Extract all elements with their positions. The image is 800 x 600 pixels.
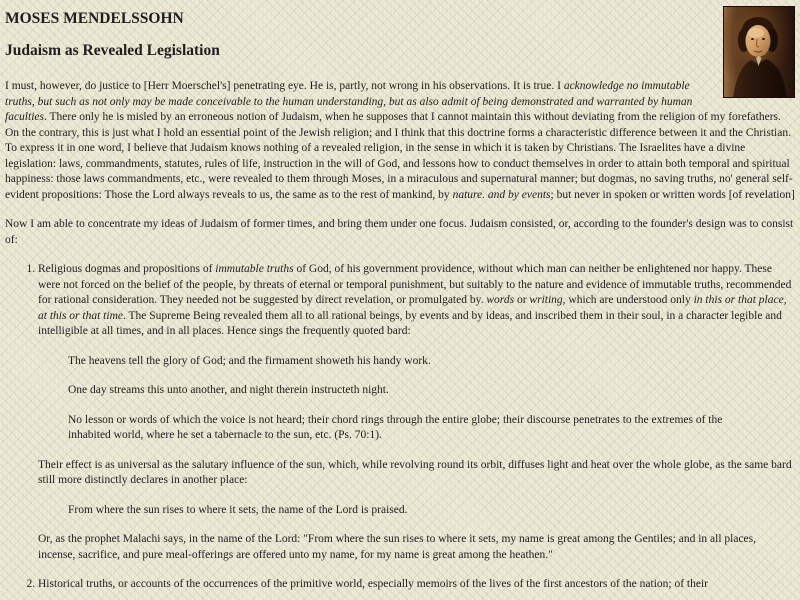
intro-paragraph [5,79,795,203]
psalm-quote-3: No lesson or words of which the voice is not heard; their chord rings through the entire globe; their discourse penetrates to the extremes of the inhabited world, where he set a tabernacle to the sun, etc. (Ps. 70:1). [68,413,723,441]
item1-italic-1: immutable truths [215,263,294,275]
intro-text-3: ; but never in spoken or written words [of revelation] [550,188,795,201]
psalm-quote-2: One day streams this unto another, and night therein instructeth night. [68,384,389,396]
item1-text-5: . The Supreme Being revealed them all to all rational beings, by events and by ideas, and inscribed them in their soul, in a character legible and intelligible at all times, and in all places. Hence sings the frequently quoted bard: [38,309,782,337]
intro-text-2: . There only he is misled by an erroneous notion of Judaism, when he supposes that I cannot maintain this without deviating from the religion of my forefathers. On the contrary, this is just what I hold an essential point of the Jewish religion; and I think that this doctrine forms a characteristic difference between it and the Christian. To express it in one word, I believe that Judaism knows nothing of a revealed religion, in the sense in which it is taken by Christians. The Israelites have a divine legislation: laws, commandments, statutes, rules of life, instruction in the will of God, and lessons how to conduct themselves in order to attain both temporal and spiritual happiness: those laws commandments, etc., were revealed to them through Moses, in a miraculous and supernatural manner; but dogmas, no saving truths, no' general self-evident propositions: Those the Lord always reveals to us, the same as to the rest of mankind, by [5,111,793,201]
item1-italic-2: words [486,294,515,306]
page-title: MOSES MENDELSSOHN [5,10,184,27]
psalm-quote-1: The heavens tell the glory of God; and the firmament showeth his handy work. [68,354,431,367]
item1-text-4: , which are understood only [562,294,694,306]
mendelssohn-portrait-svg [723,6,795,98]
list-item-1 [38,262,795,563]
intro-italic-1: acknowledge no immutable truths, but such as not only may be made conceivable to the human understanding, but as also admit of being demonstrated and warranted by human faculties [5,80,693,123]
psalm-quote-4: From where the sun rises to where it sets, the name of the Lord is praised. [68,503,408,516]
item2-paragraph: 2. Historical truths, or accounts of the occurrences of the primitive world, especially memoirs of the lives of the first ancestors of the nation; of their [38,578,708,590]
mendelssohn-portrait-image [723,6,795,98]
item1-main-paragraph [38,262,795,340]
doctrine-list [5,262,795,593]
item1-italic-4: in this or that place, at this or that time [38,294,787,322]
item1-italic-3: writing [529,294,563,306]
item1-malachi-paragraph: Or, as the prophet Malachi says, in the name of the Lord: "From where the sun rises to where it sets, my name is great among the Gentiles; and in all places, incense, sacrifice, and pure meal-offerings are offered unto my name, for my name is great among the heathen." [38,533,757,561]
intro-italic-2: nature. and by events [452,188,551,201]
item1-effect-paragraph: Their effect is as universal as the salutary influence of the sun, which, while revolving round its orbit, diffuses light and heat over the whole globe, as the same bard still more distinctly declares in another place: [38,458,792,486]
item1-text-1: Religious dogmas and propositions of [38,263,216,275]
list-item-2 [38,577,795,593]
item1-text-3: or [514,294,530,306]
focus-paragraph: Now I am able to concentrate my ideas of Judaism of former times, and bring them under one focus. Judaism consisted, or, according to the founder's design was to consist of: [5,218,794,246]
intro-text-1: I must, however, do justice to [Herr Moerschel's] penetrating eye. He is, partly, not wrong in his observations. It is true. I [5,80,564,92]
page-subtitle: Judaism as Revealed Legislation [5,42,220,59]
item1-text-2: of God, of his government providence, without which man can neither be enlightened nor happy. These were not forced on the belief of the people, by threats of eternal or temporal punishment, but suitably to the nature and evidence of immutable truths, recommended for rational consideration. They needed not be suggested by direct revelation, or promulgated by. [38,263,792,306]
